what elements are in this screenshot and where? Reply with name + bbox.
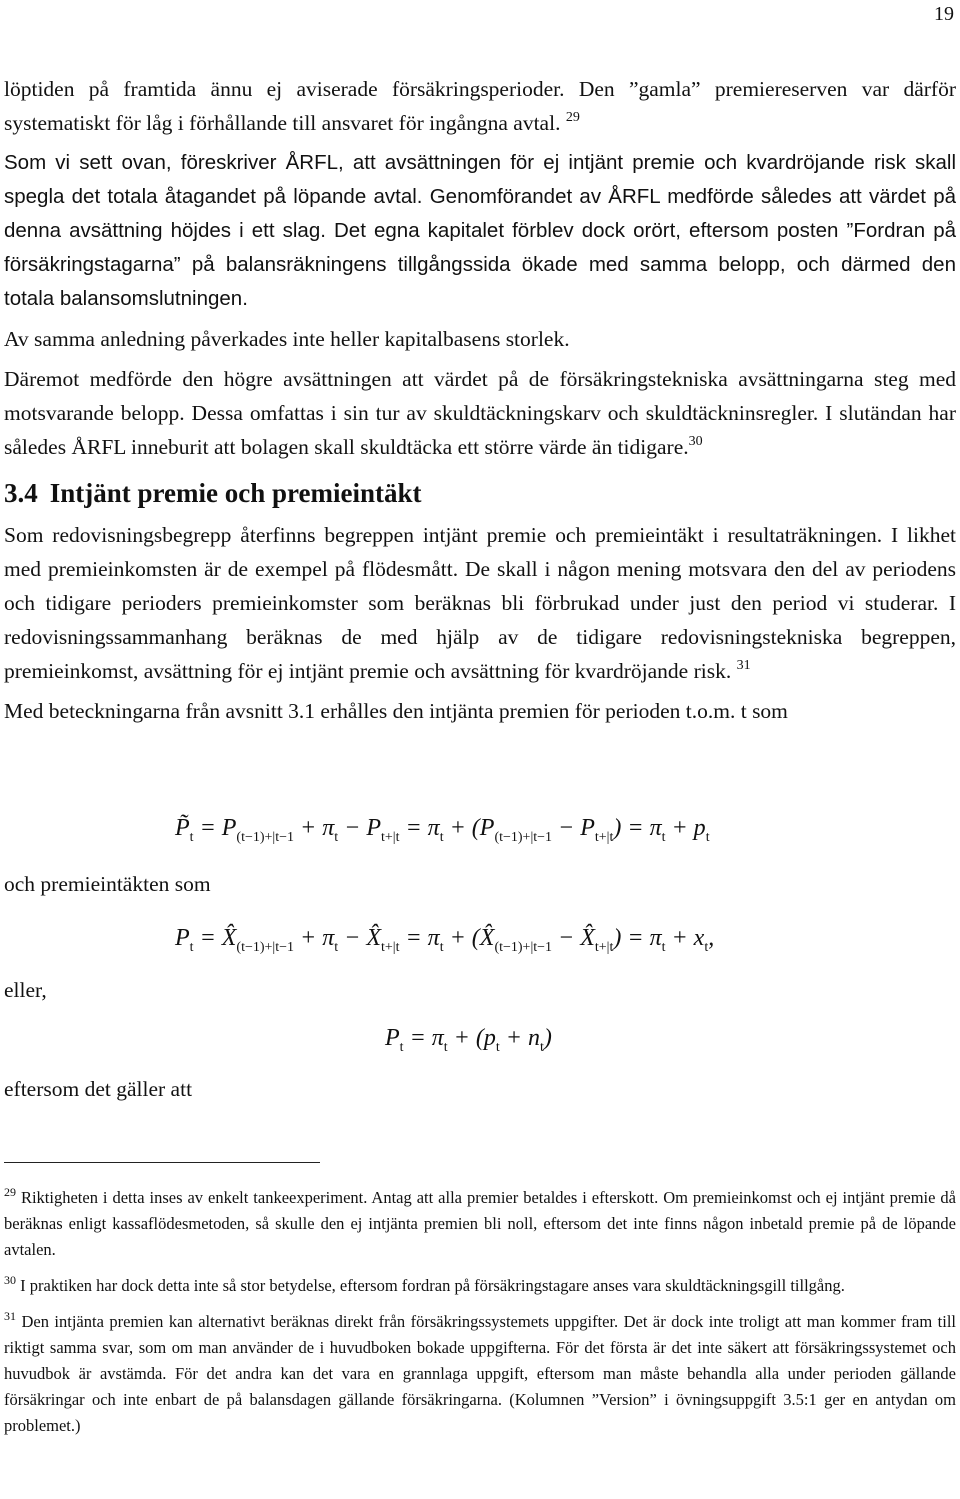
footnote: $^{31}$ Den intjänta premien kan alternativt beräknas direkt från försäkringssystemets uppgifter. Det är dock inte troligt att man kommer fram till riktigt samma svar, som om man använder de i huvudboken bokade uppgifterna. För det första är det inte säkert att försäkringssystemet och huvudbok är avstämda. För det andra kan det vara en grannlaga uppgift, eftersom man måste behandla alla under perioden gällande försäkringar och inte enbart de på balansdagen gällande försäkringarna. (Kolumnen ”Version” i övningsuppgift 3.5:1 ger en antydan om problemet.) — [4, 1309, 956, 1435]
formula-premieintakt: $P_t$ = $X̂_{(t-1)+|t-1} + \pi_t$ − $X̂_{t+|t} = \pi_t$ + ($X̂_{(t-1)+|t-1}$ − $X̂_{t+|t}) = \pi_t + x_t$, — [175, 925, 715, 955]
label-eller: eller, — [4, 978, 47, 1002]
footnote: $^{29}$ Riktigheten i detta inses av enkelt tankeexperiment. Antag att alla premier betaldes i efterskott. Om premieinkomst och ej intjänt premie då beräknas enligt kassaflödesmetoden, så skulle den ej intjänta premien bli noll, eftersom det inte finns någon inbetald premie på de löpande avtalen. — [4, 1185, 956, 1259]
page-number: 19 — [934, 3, 954, 25]
section-heading — [4, 476, 956, 510]
paragraph: Med beteckningarna från avsnitt 3.1 erhålles den intjänta premien för perioden t.o.m. t som — [4, 699, 788, 723]
paragraph: Som vi sett ovan, föreskriver ÅRFL, att avsättningen för ej intjänt premie och kvardröjande risk skall spegla det totala åtagandet på löpande avtal. Genomförandet av ÅRFL medförde således att värdet på denna avsättning höjdes i ett slag. Det egna kapitalet förblev dock orört, eftersom posten ”Fordran på försäkringstagarna” på balansräkningens tillgångssida ökade med samma belopp, och därmed den totala balansomslutningen. — [4, 151, 956, 310]
footnote-ref[interactable]: 29 — [565, 110, 580, 125]
footnote: $^{30}$ I praktiken har dock detta inte så stor betydelse, eftersom fordran på försäkringstagare anses vara skuldtäckningsgill tillgång. — [4, 1273, 845, 1295]
label-premieintakt: och premieintäkten som — [4, 872, 211, 896]
footnotes — [4, 1185, 956, 1449]
page-body — [4, 72, 956, 734]
formula-sum: $P_t = \pi_t + (p_t + n_t)$ — [385, 1025, 552, 1055]
footnote-ref[interactable]: 31 — [736, 658, 751, 673]
section-title: Intjänt premie och premieintäkt — [49, 478, 422, 508]
paragraph: Som redovisningsbegrepp återfinns begreppen intjänt premie och premieintäkt i resultaträkningen. I likhet med premieinkomsten är de exempel på flödesmått. De skall i någon mening motsvara den del av periodens och tidigare perioders premieinkomster som beräknas bli förbrukad under just den period vi studerar. I redovisningssammanhang beräknas de med hjälp av de tidigare redovisningstekniska begreppen, premieinkomst, avsättning för ej intjänt premie och avsättning för kvardröjande risk. $^{31}$ — [4, 523, 956, 683]
paragraph: Däremot medförde den högre avsättningen att värdet på de försäkringstekniska avsättningarna steg med motsvarande belopp. Dessa omfattas i sin tur av skuldtäckningskarv och skuldtäckninsregler. I slutändan har således ÅRFL inneburit att bolagen skall skuldtäcka ett större värde än tidigare.$^{30}$ — [4, 367, 956, 459]
section-number: 3.4 — [4, 478, 38, 508]
formula-intjant-premie: $P̃_t = P_{(t-1)+|t-1} + \pi_t - P_{t+|t} = \pi_t + (P_{(t-1)+|t-1} - P_{t+|t}) = \pi_t + p_t$ — [175, 815, 710, 845]
footnote-divider — [4, 1162, 320, 1163]
paragraph: löptiden på framtida ännu ej aviserade försäkringsperioder. Den ”gamla” premiereserven var därför systematiskt för låg i förhållande till ansvaret för ingångna avtal. $^{29}$ — [4, 77, 956, 135]
label-eftersom: eftersom det gäller att — [4, 1077, 193, 1101]
paragraph: Av samma anledning påverkades inte heller kapitalbasens storlek. — [4, 327, 570, 351]
footnote-ref[interactable]: 30 — [688, 434, 703, 449]
